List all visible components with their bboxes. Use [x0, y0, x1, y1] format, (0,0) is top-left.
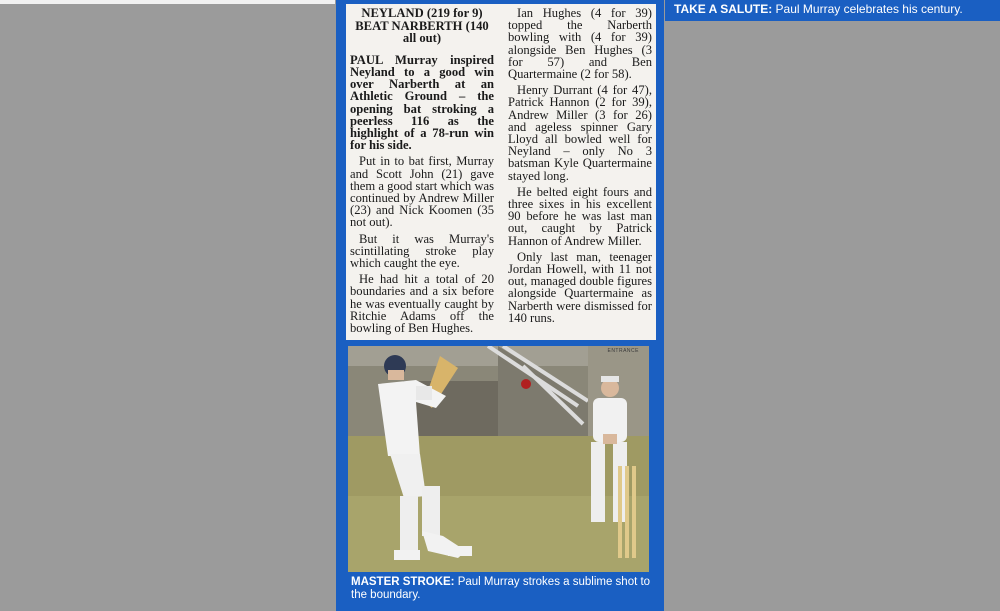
article-paragraph: Put in to bat first, Murray and Scott John (21) gave them a good start which was continued by Andrew Miller (23) and Nick Koomen (35 not out).	[350, 154, 494, 230]
article-paragraph: He belted eight fours and three sixes in his excellent 90 before he was last man out, caught by Patrick Hannon of Andrew Miller.	[508, 184, 652, 248]
article-paragraph: Only last man, teenager Jordan Howell, with 11 not out, managed double figures alongside Quartermaine as Narberth were dismissed for 140 runs.	[508, 249, 652, 325]
article-lead-paragraph: PAUL Murray inspired Neyland to a good win over Narberth at an Athletic Ground – the opening bat stroking a peerless 116 as the highlight of a 78-run win for his side.	[350, 52, 494, 153]
top-caption-label: TAKE A SALUTE:	[674, 2, 773, 16]
cricket-photo	[348, 346, 649, 572]
caption-text: Paul Murray strokes a sublime shot to the boundary.	[351, 576, 651, 601]
article-paragraph: He had hit a total of 20 boundaries and a six before he was eventually caught by Ritchie Adams off the bowling of Ben Hughes.	[350, 272, 494, 336]
caption-label: MASTER STROKE:	[351, 576, 455, 588]
article-text-box	[346, 4, 656, 340]
article-column-2	[508, 7, 652, 337]
top-caption-text: Paul Murray celebrates his century.	[772, 2, 963, 16]
article-paragraph: Ian Hughes (4 for 39) topped the Narberth bowling with (4 for 39) alongside Ben Hughes (3 for 57) and Ben Quartermaine (2 for 58).	[508, 6, 652, 82]
cricket-photo-illustration	[348, 346, 649, 572]
article-column-1	[350, 7, 494, 337]
photo-caption	[351, 576, 661, 602]
article-headline: NEYLAND (219 for 9) BEAT NARBERTH (140 all out)	[355, 6, 489, 46]
top-caption-bar	[665, 0, 1000, 21]
photo-watermark: ENTRANCE	[607, 348, 639, 354]
article-paragraph: But it was Murray's scintillating stroke play which caught the eye.	[350, 231, 494, 271]
top-strip	[0, 0, 335, 4]
article-paragraph: Henry Durrant (4 for 47), Patrick Hannon (2 for 39), Andrew Miller (3 for 26) and ageless spinner Gary Lloyd all bowled well for Neyland – only No 3 batsman Kyle Quartermaine stayed long.	[508, 83, 652, 183]
